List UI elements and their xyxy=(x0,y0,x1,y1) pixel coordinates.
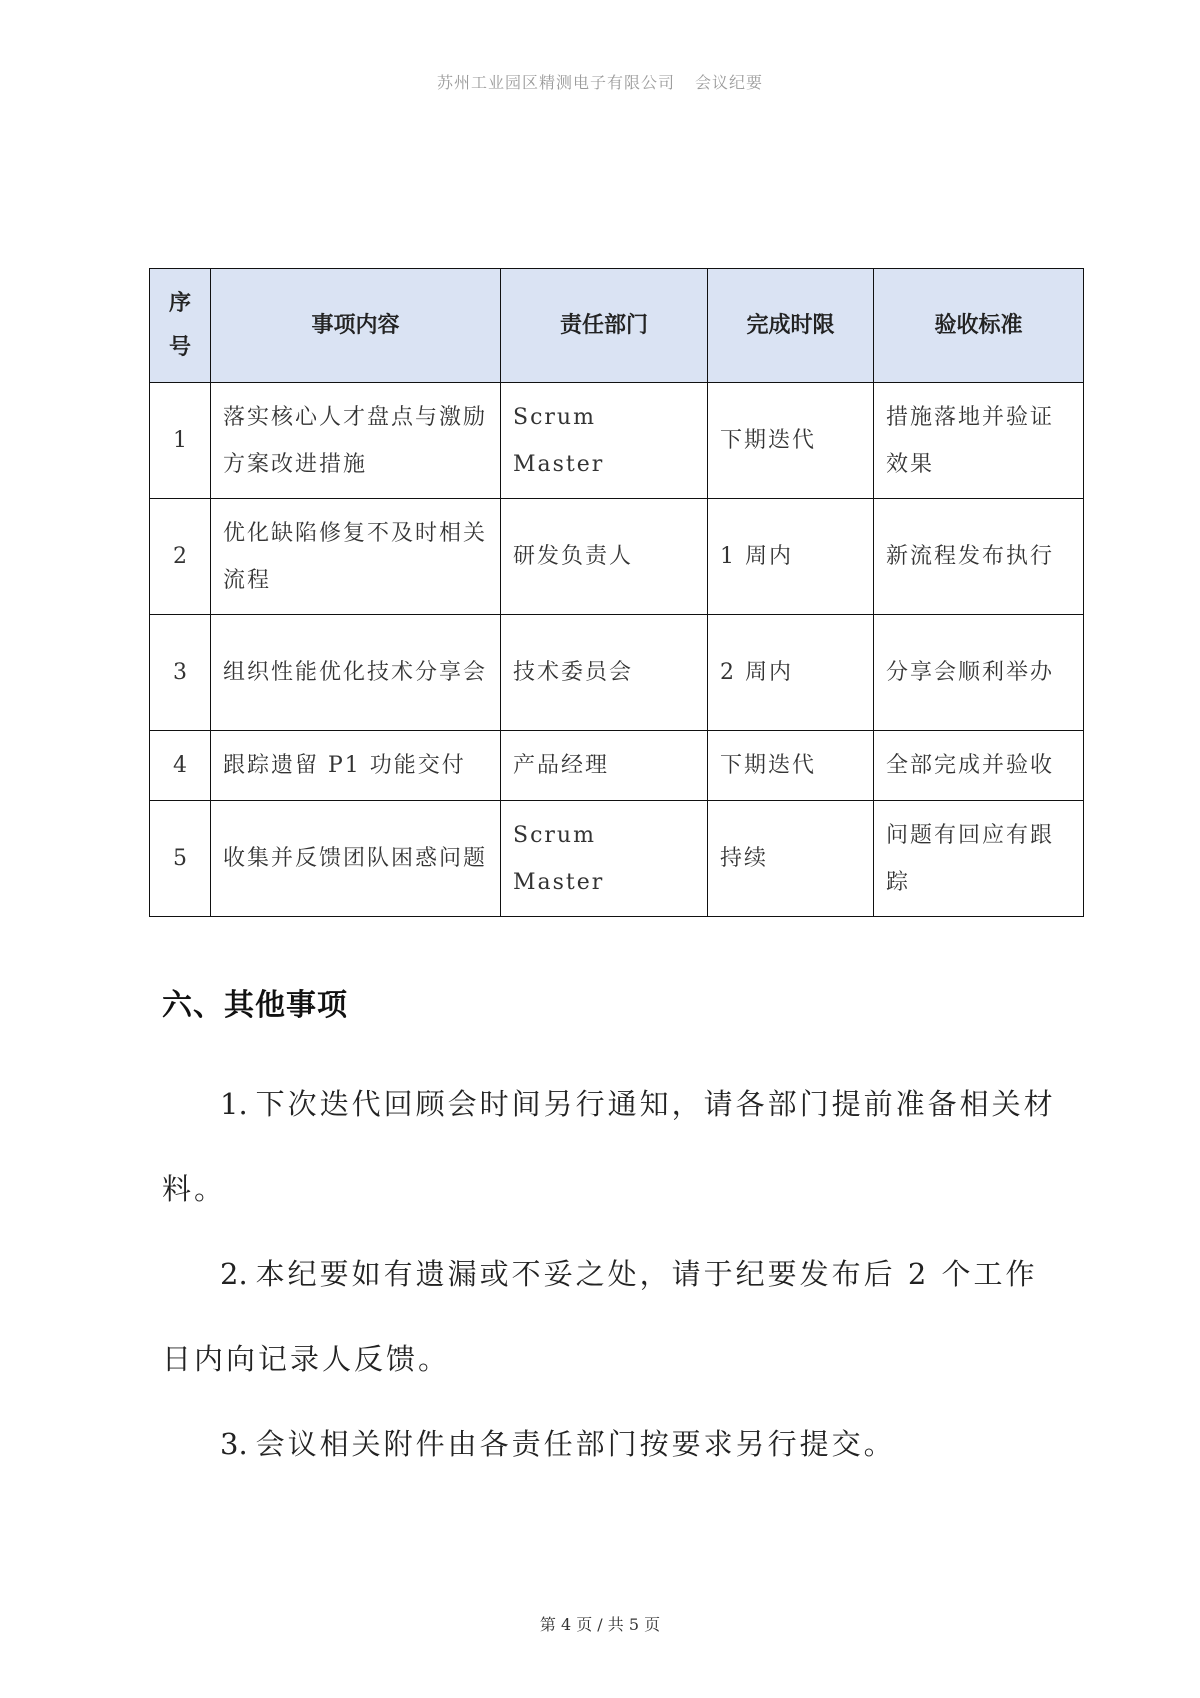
row-criteria: 措施落地并验证效果 xyxy=(874,383,1084,499)
table-row xyxy=(150,615,1084,731)
item-number: 2. xyxy=(220,1257,248,1291)
row-deadline: 下期迭代 xyxy=(708,731,874,801)
row-deadline: 下期迭代 xyxy=(708,383,874,499)
list-item xyxy=(162,1232,1062,1402)
table-row xyxy=(150,731,1084,801)
row-number: 2 xyxy=(150,499,211,615)
item-text: 会议相关附件由各责任部门按要求另行提交。 xyxy=(255,1427,896,1461)
row-number: 4 xyxy=(150,731,211,801)
list-item xyxy=(162,1402,1062,1487)
item-number: 1. xyxy=(220,1087,248,1121)
table-row xyxy=(150,383,1084,499)
page-number: 第 4 页 / 共 5 页 xyxy=(539,1615,661,1634)
list-item xyxy=(162,1062,1062,1232)
document-type: 会议纪要 xyxy=(695,73,764,92)
header-deadline: 完成时限 xyxy=(708,269,874,383)
item-text: 本纪要如有遗漏或不妥之处，请于纪要发布后 2 个工作日内向记录人反馈。 xyxy=(162,1257,1038,1376)
row-content: 优化缺陷修复不及时相关流程 xyxy=(211,499,501,615)
row-department: 技术委员会 xyxy=(501,615,708,731)
row-content: 落实核心人才盘点与激励方案改进措施 xyxy=(211,383,501,499)
row-content: 收集并反馈团队困惑问题 xyxy=(211,801,501,917)
row-deadline: 2 周内 xyxy=(708,615,874,731)
section-title: 六、其他事项 xyxy=(162,988,348,1023)
row-criteria: 分享会顺利举办 xyxy=(874,615,1084,731)
row-department: 产品经理 xyxy=(501,731,708,801)
action-items-table xyxy=(149,268,1084,917)
row-number: 5 xyxy=(150,801,211,917)
table-header-row xyxy=(150,269,1084,383)
row-criteria: 问题有回应有跟踪 xyxy=(874,801,1084,917)
row-department: Scrum Master xyxy=(501,801,708,917)
row-deadline: 持续 xyxy=(708,801,874,917)
row-content: 组织性能优化技术分享会 xyxy=(211,615,501,731)
table-row xyxy=(150,499,1084,615)
row-department: Scrum Master xyxy=(501,383,708,499)
page-header xyxy=(0,70,1200,93)
company-name: 苏州工业园区精测电子有限公司 xyxy=(436,73,675,92)
row-criteria: 新流程发布执行 xyxy=(874,499,1084,615)
header-department: 责任部门 xyxy=(501,269,708,383)
row-department: 研发负责人 xyxy=(501,499,708,615)
header-content: 事项内容 xyxy=(211,269,501,383)
header-no: 序号 xyxy=(150,269,211,383)
other-matters-list xyxy=(162,1062,1062,1487)
row-content: 跟踪遗留 P1 功能交付 xyxy=(211,731,501,801)
row-deadline: 1 周内 xyxy=(708,499,874,615)
row-criteria: 全部完成并验收 xyxy=(874,731,1084,801)
row-number: 1 xyxy=(150,383,211,499)
row-number: 3 xyxy=(150,615,211,731)
item-text: 下次迭代回顾会时间另行通知，请各部门提前准备相关材料。 xyxy=(162,1087,1056,1206)
header-criteria: 验收标准 xyxy=(874,269,1084,383)
table-row xyxy=(150,801,1084,917)
item-number: 3. xyxy=(220,1427,248,1461)
